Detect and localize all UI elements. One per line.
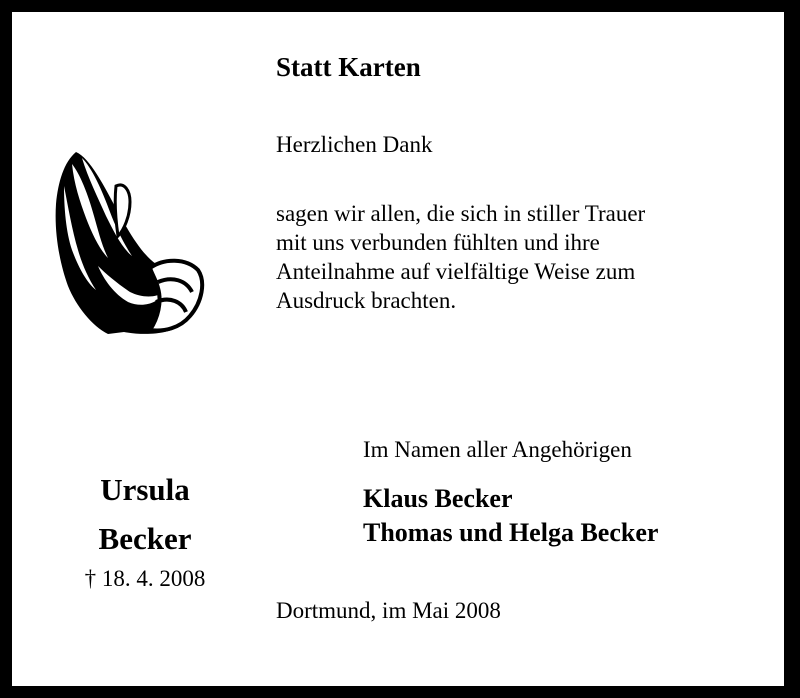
praying-hands-icon <box>46 146 206 338</box>
notice-heading: Statt Karten <box>276 52 421 82</box>
on-behalf-line: Im Namen aller Angehörigen <box>363 437 632 462</box>
message-line: Ausdruck brachten. <box>276 288 457 313</box>
death-date: † 18. 4. 2008 <box>84 566 206 591</box>
message-line: mit uns verbunden fühlten und ihre <box>276 230 600 255</box>
signer-name: Thomas und Helga Becker <box>363 518 659 547</box>
deceased-first-name: Ursula <box>100 472 190 507</box>
thanks-line: Herzlichen Dank <box>276 132 433 157</box>
thanks-message <box>276 199 645 315</box>
message-line: sagen wir allen, die sich in stiller Trauer <box>276 201 646 226</box>
signer-name: Klaus Becker <box>363 484 513 513</box>
place-and-date: Dortmund, im Mai 2008 <box>276 598 501 623</box>
message-line: Anteilnahme auf vielfältige Weise zum <box>276 259 636 284</box>
deceased-last-name: Becker <box>98 521 192 556</box>
